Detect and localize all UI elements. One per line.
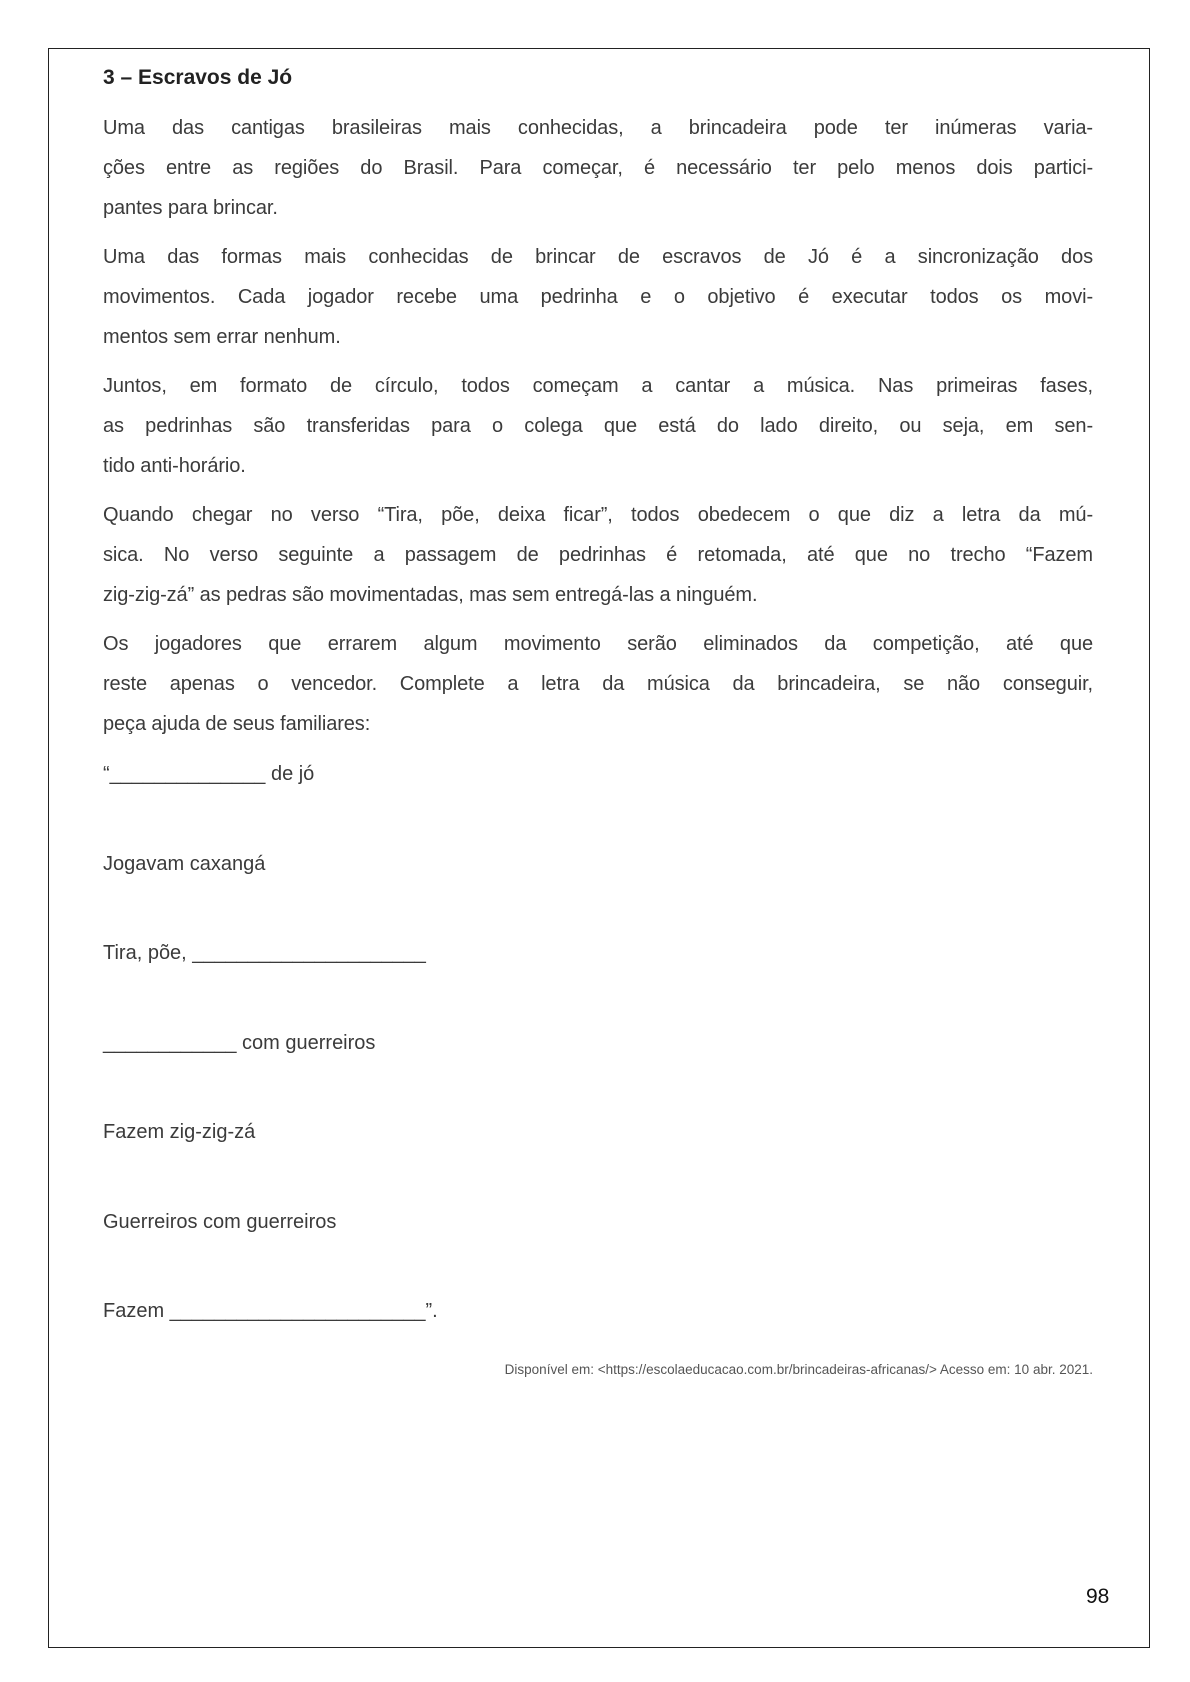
paragraph xyxy=(103,624,1093,744)
paragraph-line: tido anti-horário. xyxy=(103,455,246,477)
paragraph-line: mentos sem errar nenhum. xyxy=(103,326,341,348)
paragraph xyxy=(103,108,1093,228)
lyric-line: Jogavam caxangá xyxy=(103,852,266,875)
paragraph-line: sica. No verso seguinte a passagem de pedrinhas é retomada, até que no trecho “Fazem xyxy=(103,544,1093,566)
paragraph-line: as pedrinhas são transferidas para o colega que está do lado direito, ou seja, em sen- xyxy=(103,415,1093,437)
paragraph-line: pantes para brincar. xyxy=(103,197,278,219)
paragraph-line: Juntos, em formato de círculo, todos começam a cantar a música. Nas primeiras fases, xyxy=(103,375,1093,397)
paragraph-line: Uma das formas mais conhecidas de brincar de escravos de Jó é a sincronização dos xyxy=(103,246,1093,268)
lyric-line: Fazem zig-zig-zá xyxy=(103,1121,256,1143)
page-content xyxy=(103,63,1093,1381)
paragraph xyxy=(103,237,1093,357)
paragraph-line: movimentos. Cada jogador recebe uma pedrinha e o objetivo é executar todos os movi- xyxy=(103,286,1093,308)
paragraph-line: ções entre as regiões do Brasil. Para começar, é necessário ter pelo menos dois partici- xyxy=(103,157,1093,179)
source-citation: Disponível em: <https://escolaeducacao.com.br/brincadeiras-africanas/> Acesso em: 10 abr. 2021. xyxy=(504,1362,1093,1377)
paragraph-line: Os jogadores que errarem algum movimento serão eliminados da competição, até que xyxy=(103,633,1093,655)
lyric-line: ____________ com guerreiros xyxy=(103,1031,376,1054)
page-number: 98 xyxy=(1086,1585,1110,1608)
paragraph-line: reste apenas o vencedor. Complete a letra da música da brincadeira, se não conseguir, xyxy=(103,673,1093,695)
lyric-line: Fazem _______________________”. xyxy=(103,1300,438,1322)
paragraph-line: Quando chegar no verso “Tira, põe, deixa ficar”, todos obedecem o que diz a letra da mú- xyxy=(103,504,1093,526)
paragraph xyxy=(103,366,1093,486)
paragraph xyxy=(103,495,1093,615)
lyric-line: “______________ de jó xyxy=(103,763,315,785)
section-heading: 3 – Escravos de Jó xyxy=(103,66,293,89)
paragraph-line: zig-zig-zá” as pedras são movimentadas, mas sem entregá-las a ninguém. xyxy=(103,584,758,606)
paragraph-line: Uma das cantigas brasileiras mais conhecidas, a brincadeira pode ter inúmeras varia- xyxy=(103,117,1093,139)
paragraphs xyxy=(103,108,1093,744)
paragraph-line: peça ajuda de seus familiares: xyxy=(103,713,371,735)
lyric-line: Tira, põe, _____________________ xyxy=(103,942,426,964)
song-lyrics xyxy=(103,754,1093,1331)
lyric-line: Guerreiros com guerreiros xyxy=(103,1210,337,1233)
